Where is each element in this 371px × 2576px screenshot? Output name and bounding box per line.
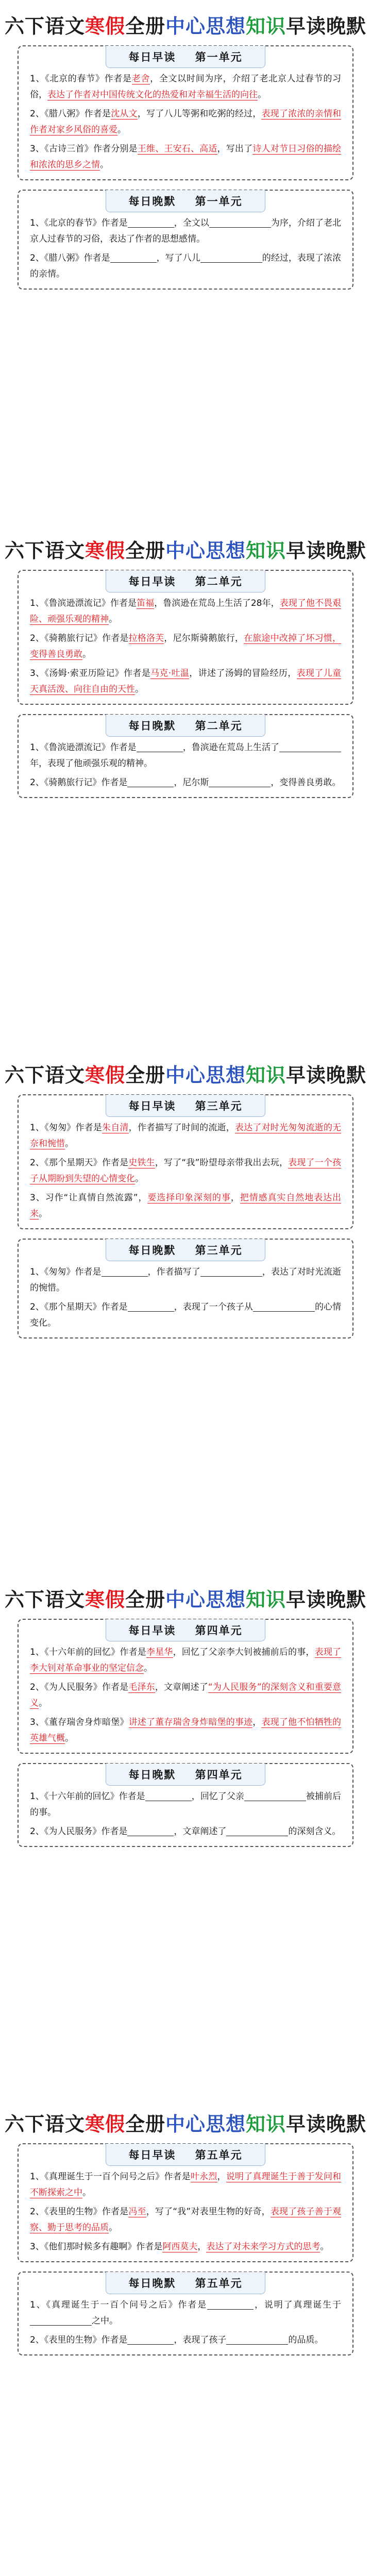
item-text: 的深刻含义。 bbox=[288, 1826, 341, 1837]
banner-part: 六下语文 bbox=[4, 2112, 85, 2136]
item-text: ，表现了一个孩子从 bbox=[174, 1302, 253, 1312]
reading-item bbox=[30, 71, 341, 103]
banner-part: 寒假 bbox=[85, 14, 125, 38]
fill-blank[interactable] bbox=[137, 742, 183, 752]
item-text: ，回忆了父亲李大钊被捕前后的事， bbox=[173, 1647, 315, 1657]
banner-part: 知识 bbox=[246, 14, 286, 38]
item-number: 1、 bbox=[30, 742, 44, 753]
banner-part: 知识 bbox=[246, 1588, 286, 1611]
highlight-key: 拉格洛芙 bbox=[128, 633, 164, 643]
highlight-key: 笛福 bbox=[137, 598, 155, 608]
item-text: ，作者描写了 bbox=[147, 1267, 200, 1277]
item-text: ，鲁滨逊在荒岛上生活了28年， bbox=[154, 598, 280, 608]
item-text: 习作“让真情自然流露”， bbox=[45, 1193, 148, 1203]
card-title: 每日晚默 第二单元 bbox=[106, 715, 265, 737]
item-text: ，写出了 bbox=[217, 144, 253, 154]
fill-blank[interactable] bbox=[279, 742, 341, 752]
item-number: 3、 bbox=[30, 144, 45, 154]
highlight-key: 表达了作者对中国传统文化的热爱和对幸福生活的向往 bbox=[47, 90, 258, 100]
item-number: 2、 bbox=[30, 1302, 44, 1312]
item-text: 《古诗三首》作者分别是 bbox=[44, 144, 138, 154]
banner-part: 知识 bbox=[246, 1063, 286, 1087]
item-text: ，全文以 bbox=[174, 218, 209, 228]
item-text: 《鲁滨逊漂流记》作者是 bbox=[44, 742, 137, 753]
fill-blank[interactable] bbox=[200, 252, 262, 263]
item-number: 1、 bbox=[30, 2172, 45, 2182]
item-text: 被捕前后的事。 bbox=[30, 1791, 342, 1818]
item-text: 之中。 bbox=[92, 2316, 118, 2326]
item-number: 2、 bbox=[30, 109, 45, 119]
unit-section bbox=[0, 2098, 371, 2576]
item-text: ，表达了对时光流逝的惋惜。 bbox=[30, 1267, 342, 1293]
fill-blank[interactable] bbox=[110, 252, 157, 263]
highlight-key: 毛泽东 bbox=[128, 1682, 155, 1692]
banner-part: 早读晚默 bbox=[286, 14, 367, 38]
item-text: ，讲述了汤姆的冒险经历， bbox=[189, 668, 297, 679]
item-text: 《那个星期天》作者是 bbox=[44, 1158, 129, 1168]
fill-blank[interactable] bbox=[127, 1826, 174, 1836]
highlight-key: 表现了一个孩子从期盼到失望的心情变化 bbox=[30, 1158, 342, 1184]
morning-reading-card bbox=[18, 1619, 353, 1754]
reading-item bbox=[30, 666, 341, 698]
item-text: 《汤姆·索亚历险记》作者是 bbox=[44, 668, 151, 679]
item-text: 年，表现了他顽强乐观的精神。 bbox=[30, 758, 153, 769]
highlight-key: 表达了对未来学习方式的思考 bbox=[206, 2242, 321, 2252]
banner-part: 中心思想 bbox=[165, 1588, 246, 1611]
banner-part: 中心思想 bbox=[165, 1063, 246, 1087]
highlight-key: 马克·吐温 bbox=[150, 668, 190, 679]
item-text: ，文章阐述了 bbox=[174, 1826, 227, 1837]
item-text: 《真理诞生于一百个问号之后》作者是 bbox=[44, 2172, 191, 2182]
item-number: 1、 bbox=[30, 1123, 45, 1133]
highlight-key: 表现了孩子善于观察、勤于思考的品质 bbox=[30, 2207, 342, 2233]
unit-section bbox=[0, 524, 371, 1035]
item-text: ，写了“我”盼望母亲带我出去玩， bbox=[155, 1158, 289, 1168]
item-text: ，作者描写了时间的流逝， bbox=[128, 1123, 235, 1133]
page-banner bbox=[0, 1573, 371, 1619]
fill-blank[interactable] bbox=[207, 2299, 254, 2310]
banner-part: 六下语文 bbox=[4, 14, 85, 38]
item-number: 2、 bbox=[30, 2335, 44, 2345]
item-text: 。 bbox=[65, 1139, 74, 1149]
reading-item bbox=[30, 2239, 341, 2255]
card-title: 每日早读 第五单元 bbox=[106, 2144, 265, 2166]
page-banner bbox=[0, 2098, 371, 2143]
item-text: 《十六年前的回忆》作者是 bbox=[44, 1647, 146, 1657]
dictation-item bbox=[30, 215, 341, 247]
item-text: 《表里的生物》作者是 bbox=[44, 2207, 129, 2217]
banner-part: 六下语文 bbox=[4, 539, 85, 562]
banner-part: 早读晚默 bbox=[286, 2112, 367, 2136]
fill-blank[interactable] bbox=[127, 777, 174, 787]
item-number: 3、 bbox=[30, 668, 45, 679]
highlight-key: “为人民服务”的深刻含义和重要意义 bbox=[30, 1682, 342, 1708]
highlight-key: 王维、王安石、高适 bbox=[137, 144, 217, 154]
item-text: 《匆匆》作者是 bbox=[44, 1123, 103, 1133]
dictation-item bbox=[30, 1299, 341, 1331]
reading-item bbox=[30, 1120, 341, 1152]
highlight-key: 朱自清 bbox=[102, 1123, 129, 1133]
item-text: 《腊八粥》作者是 bbox=[44, 109, 111, 119]
item-number: 2、 bbox=[30, 253, 44, 263]
dictation-item bbox=[30, 1824, 341, 1840]
highlight-key: 表现了李大钊对革命事业的坚定信念 bbox=[30, 1647, 342, 1673]
page-banner bbox=[0, 524, 371, 570]
highlight-key: 表现了他不畏艰险、顽强乐观的精神 bbox=[30, 598, 342, 624]
item-text: 《骑鹅旅行记》作者是 bbox=[44, 633, 129, 643]
banner-part: 寒假 bbox=[85, 539, 125, 562]
reading-item bbox=[30, 1680, 341, 1711]
reading-item bbox=[30, 1190, 341, 1222]
highlight-key: 李星华 bbox=[146, 1647, 173, 1657]
item-text: 《十六年前的回忆》作者是 bbox=[44, 1791, 145, 1802]
highlight-key: 史铁生 bbox=[128, 1158, 155, 1168]
banner-part: 全册 bbox=[125, 1063, 165, 1087]
item-number: 3、 bbox=[30, 1717, 45, 1727]
evening-dictation-card bbox=[18, 2272, 353, 2355]
highlight-key: 说明了真理诞生于善于发问和不断探索之中 bbox=[30, 2172, 342, 2198]
banner-part: 寒假 bbox=[85, 1588, 125, 1611]
unit-section bbox=[0, 1049, 371, 1559]
item-text: 。 bbox=[82, 649, 91, 659]
banner-part: 寒假 bbox=[85, 2112, 125, 2136]
banner-part: 早读晚默 bbox=[286, 1588, 367, 1611]
card-title: 每日晚默 第五单元 bbox=[106, 2272, 265, 2294]
dictation-item bbox=[30, 1264, 341, 1296]
item-number: 1、 bbox=[30, 218, 44, 228]
highlight-key: 把情感真实自然地表达出来 bbox=[30, 1193, 341, 1219]
item-text: ，回忆了父亲 bbox=[191, 1791, 244, 1802]
unit-section bbox=[0, 1573, 371, 2083]
banner-part: 全册 bbox=[125, 2112, 165, 2136]
highlight-key: 叶永烈 bbox=[190, 2172, 217, 2182]
item-number: 2、 bbox=[30, 1682, 45, 1692]
banner-part: 全册 bbox=[125, 14, 165, 38]
item-text: 。 bbox=[39, 1209, 47, 1219]
item-number: 1、 bbox=[30, 2300, 46, 2310]
item-text: 的品质。 bbox=[288, 2335, 324, 2345]
fill-blank[interactable] bbox=[145, 1791, 192, 1801]
banner-part: 知识 bbox=[246, 2112, 286, 2136]
banner-part: 中心思想 bbox=[165, 2112, 246, 2136]
item-text: ，写了八儿 bbox=[156, 253, 200, 263]
dictation-item bbox=[30, 2332, 341, 2348]
banner-part: 中心思想 bbox=[165, 14, 246, 38]
dictation-item bbox=[30, 740, 341, 772]
reading-item bbox=[30, 1155, 341, 1187]
item-text: ，写了八儿等粥和吃粥的经过， bbox=[137, 109, 262, 119]
reading-item bbox=[30, 1645, 341, 1676]
item-number: 2、 bbox=[30, 2207, 45, 2217]
morning-reading-card bbox=[18, 1094, 353, 1229]
item-text: ，变得善良勇敢。 bbox=[271, 777, 341, 788]
card-title: 每日早读 第一单元 bbox=[106, 46, 265, 68]
item-text: ，写了“我”对表里生物的好奇， bbox=[146, 2207, 271, 2217]
item-number: 2、 bbox=[30, 1158, 45, 1168]
item-text: 《骑鹅旅行记》作者是 bbox=[44, 777, 128, 788]
item-number: 2、 bbox=[30, 633, 45, 643]
item-text: 《北京的春节》作者是 bbox=[44, 218, 128, 228]
item-text: ， bbox=[230, 1193, 240, 1203]
reading-item bbox=[30, 596, 341, 628]
banner-part: 早读晚默 bbox=[286, 1063, 367, 1087]
reading-item bbox=[30, 141, 341, 173]
page-banner bbox=[0, 1049, 371, 1094]
fill-blank[interactable] bbox=[128, 217, 174, 228]
highlight-key: 诗人对节日习俗的描绘和浓浓的思乡之情 bbox=[30, 144, 342, 170]
item-text: ， bbox=[197, 2242, 207, 2252]
fill-blank[interactable] bbox=[209, 777, 271, 787]
item-text: ，全文以时间为序，介绍了老北京人过春节的习俗， bbox=[30, 74, 342, 100]
item-number: 1、 bbox=[30, 1267, 44, 1277]
item-text: ，尼尔斯骑鹅旅行， bbox=[164, 633, 244, 643]
item-text: ， bbox=[252, 1717, 262, 1727]
item-text: 。 bbox=[82, 2188, 91, 2198]
highlight-key: 阿西莫夫 bbox=[162, 2242, 198, 2252]
dictation-item bbox=[30, 775, 341, 791]
item-text: ，文章阐述了 bbox=[155, 1682, 208, 1692]
item-text: 为序，介绍了老北京人过春节的习俗，表达了作者的思想感情。 bbox=[30, 218, 342, 244]
evening-dictation-card bbox=[18, 1763, 353, 1847]
card-title: 每日早读 第二单元 bbox=[106, 570, 265, 592]
item-number: 1、 bbox=[30, 598, 44, 608]
item-text: 。 bbox=[320, 2242, 329, 2252]
evening-dictation-card bbox=[18, 1239, 353, 1338]
fill-blank[interactable] bbox=[244, 1791, 306, 1801]
item-text: 。 bbox=[100, 160, 109, 170]
banner-part: 知识 bbox=[246, 539, 286, 562]
item-number: 1、 bbox=[30, 1791, 44, 1802]
highlight-key: 冯至 bbox=[128, 2207, 146, 2217]
banner-part: 中心思想 bbox=[165, 539, 246, 562]
banner-part: 六下语文 bbox=[4, 1588, 85, 1611]
highlight-key: 表现了浓浓的亲情和作者对家乡风俗的喜爱 bbox=[30, 109, 342, 135]
reading-item bbox=[30, 631, 341, 663]
evening-dictation-card bbox=[18, 190, 353, 290]
item-text: 《腊八粥》作者是 bbox=[44, 253, 110, 263]
item-text: 。 bbox=[135, 1174, 144, 1184]
item-number: 3、 bbox=[30, 1193, 45, 1203]
card-title: 每日晚默 第一单元 bbox=[106, 190, 265, 212]
fill-blank[interactable] bbox=[127, 2334, 174, 2345]
dictation-item bbox=[30, 1789, 341, 1821]
morning-reading-card bbox=[18, 45, 353, 180]
item-text: ，尼尔斯 bbox=[174, 777, 209, 788]
item-text: 。 bbox=[135, 684, 144, 694]
item-text: 《董存瑞舍身炸暗堡》 bbox=[44, 1717, 129, 1727]
item-text: 《表里的生物》作者是 bbox=[44, 2335, 128, 2345]
fill-blank[interactable] bbox=[253, 1301, 315, 1312]
highlight-key: 老舍 bbox=[131, 74, 150, 84]
card-title: 每日早读 第三单元 bbox=[106, 1095, 265, 1117]
fill-blank[interactable] bbox=[30, 2315, 92, 2326]
item-text: 。 bbox=[117, 125, 126, 135]
highlight-key: 讲述了董存瑞舍身炸暗堡的事迹 bbox=[128, 1717, 253, 1727]
highlight-key: 表达了对时光匆匆流逝的无奈和惋惜 bbox=[30, 1123, 342, 1149]
item-text: 的心情变化。 bbox=[30, 1302, 342, 1328]
reading-item bbox=[30, 2204, 341, 2236]
item-text: 《匆匆》作者是 bbox=[44, 1267, 102, 1277]
fill-blank[interactable] bbox=[209, 217, 271, 228]
item-text: ，表现了孩子 bbox=[174, 2335, 227, 2345]
highlight-key: 沈从文 bbox=[111, 109, 138, 119]
highlight-key: 表现了儿童天真活泼、向往自由的天性 bbox=[30, 668, 342, 694]
item-number: 1、 bbox=[30, 74, 45, 84]
banner-part: 全册 bbox=[125, 1588, 165, 1611]
item-text: 。 bbox=[144, 1663, 153, 1673]
reading-item bbox=[30, 2169, 341, 2201]
item-text: 。 bbox=[109, 614, 117, 624]
page-banner bbox=[0, 0, 371, 45]
item-text: 的经过，表现了浓浓的亲情。 bbox=[30, 253, 342, 279]
item-number: 1、 bbox=[30, 1647, 45, 1657]
item-text: 《那个星期天》作者是 bbox=[44, 1302, 128, 1312]
card-title: 每日晚默 第三单元 bbox=[106, 1239, 265, 1261]
banner-part: 寒假 bbox=[85, 1063, 125, 1087]
item-text: 《北京的春节》作者是 bbox=[45, 74, 132, 84]
item-text: 《鲁滨逊漂流记》作者是 bbox=[44, 598, 137, 608]
highlight-key: 表现了他不怕牺牲的英雄气概 bbox=[30, 1717, 342, 1743]
evening-dictation-card bbox=[18, 714, 353, 798]
fill-blank[interactable] bbox=[226, 1826, 288, 1836]
item-number: 2、 bbox=[30, 777, 44, 788]
morning-reading-card bbox=[18, 2143, 353, 2262]
banner-part: 全册 bbox=[125, 539, 165, 562]
item-text: ，说明了真理诞生于 bbox=[254, 2300, 342, 2310]
dictation-item bbox=[30, 250, 341, 282]
reading-item bbox=[30, 106, 341, 138]
item-number: 3、 bbox=[30, 2242, 44, 2252]
item-text: 《他们那时候多有趣啊》作者是 bbox=[44, 2242, 163, 2252]
dictation-item bbox=[30, 2297, 341, 2329]
card-title: 每日早读 第四单元 bbox=[106, 1619, 265, 1641]
item-text: 《为人民服务》作者是 bbox=[44, 1826, 128, 1837]
item-text: ， bbox=[217, 2172, 226, 2182]
card-title: 每日晚默 第四单元 bbox=[106, 1764, 265, 1786]
item-text: 。 bbox=[109, 2223, 117, 2233]
reading-item bbox=[30, 1715, 341, 1747]
banner-part: 六下语文 bbox=[4, 1063, 85, 1087]
fill-blank[interactable] bbox=[128, 1301, 174, 1312]
unit-section bbox=[0, 0, 371, 510]
item-text: 《为人民服务》作者是 bbox=[44, 1682, 129, 1692]
item-text: ，鲁滨逊在荒岛上生活了 bbox=[182, 742, 279, 753]
banner-part: 早读晚默 bbox=[286, 539, 367, 562]
fill-blank[interactable] bbox=[226, 2334, 288, 2345]
item-text: 。 bbox=[65, 1733, 74, 1743]
highlight-key: 要选择印象深刻的事 bbox=[147, 1193, 231, 1203]
item-text: 。 bbox=[39, 1698, 47, 1708]
morning-reading-card bbox=[18, 570, 353, 705]
highlight-key: 在旅途中改掉了坏习惯，变得善良勇敢 bbox=[30, 633, 341, 659]
item-number: 2、 bbox=[30, 1826, 44, 1837]
fill-blank[interactable] bbox=[200, 1266, 262, 1277]
item-text: 《真理诞生于一百个问号之后》作者是 bbox=[46, 2300, 208, 2310]
fill-blank[interactable] bbox=[102, 1266, 148, 1277]
item-text: 。 bbox=[258, 90, 266, 100]
